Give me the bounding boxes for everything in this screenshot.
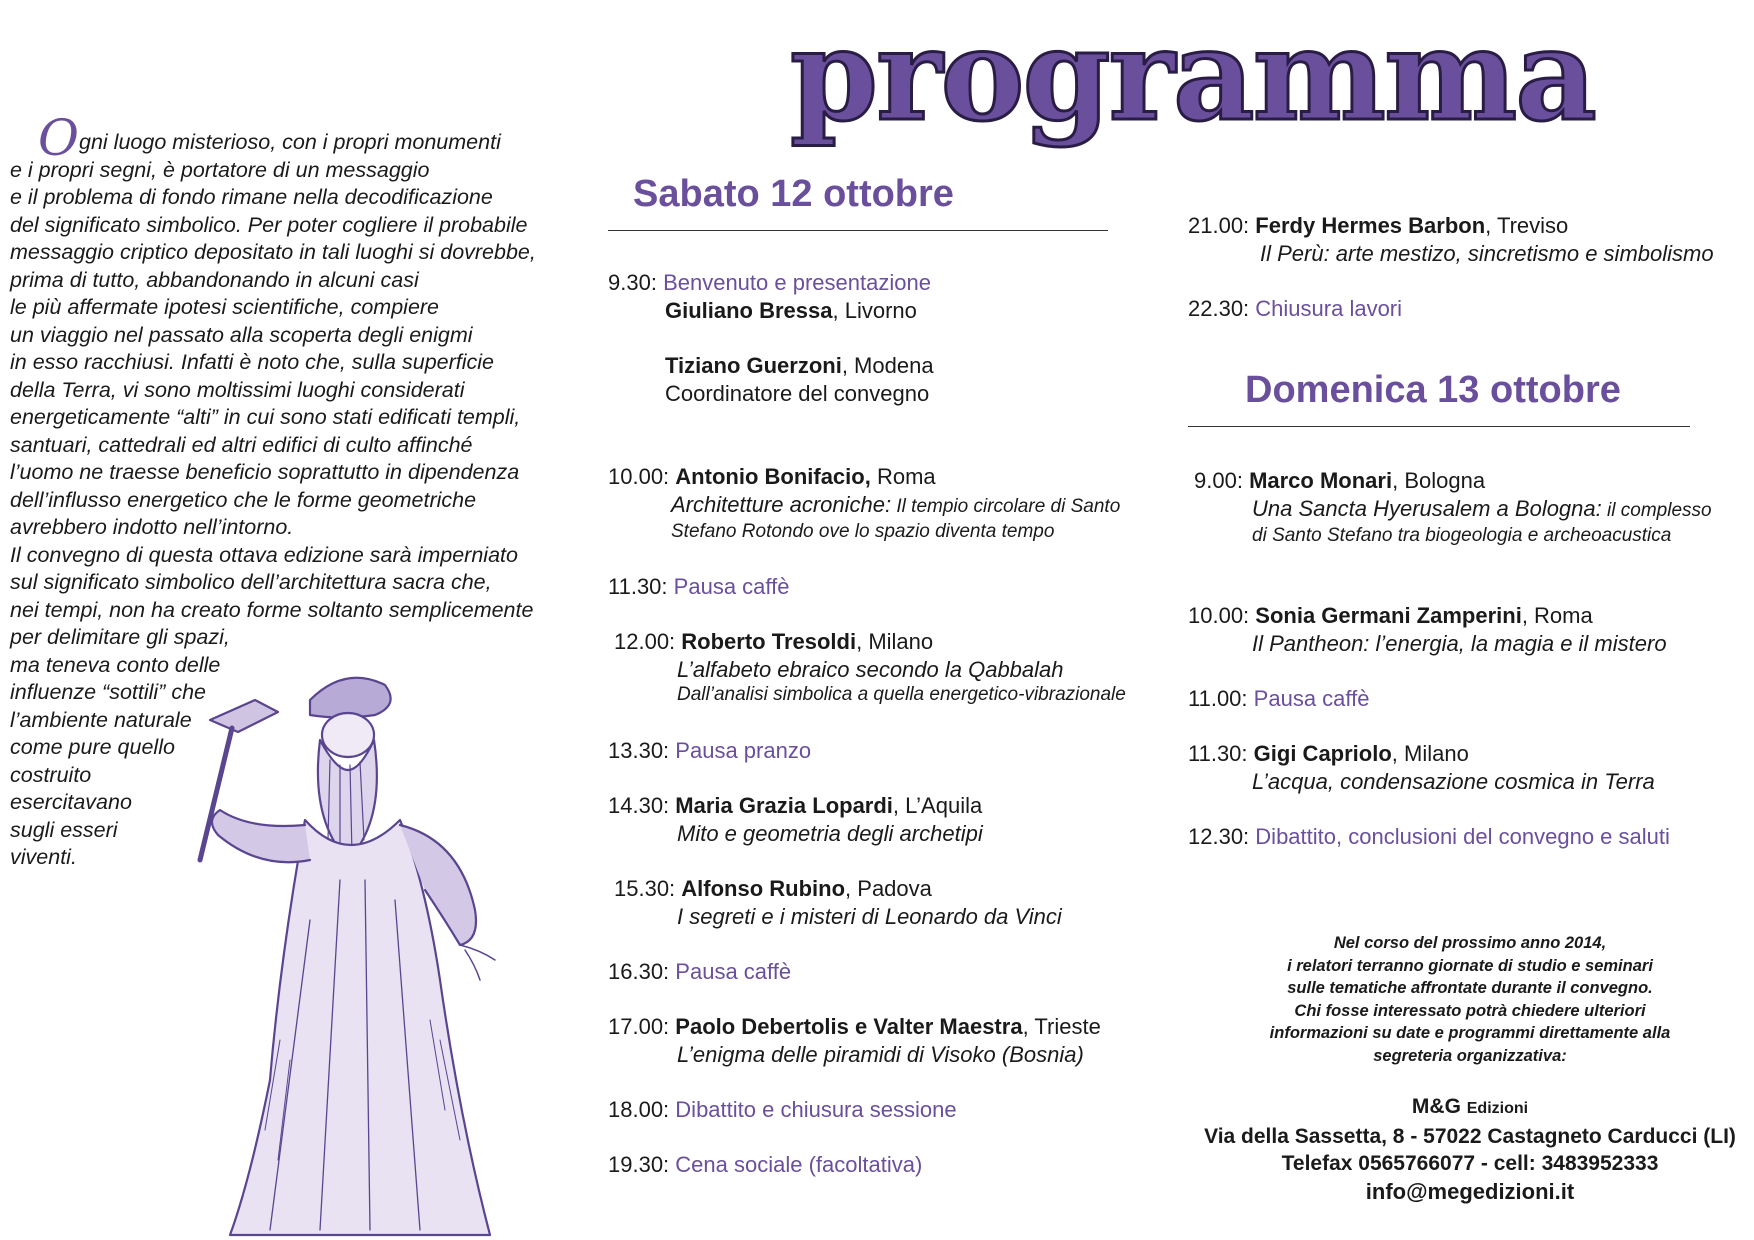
note-line: Chi fosse interessato potrà chiedere ulteriori [1294,1001,1646,1020]
talk-subtitle: Stefano Rotondo ove lo spazio diventa tempo [671,521,1055,542]
talk-title: Mito e geometria degli archetipi [677,821,983,846]
intro-line: viventi. [10,845,77,869]
intro-line: prima di tutto, abbandonando in alcuni casi [10,267,419,292]
note-line: sulle tematiche affrontate durante il convegno. [1287,979,1653,998]
talk-title: L’enigma delle piramidi di Visoko (Bosnia) [677,1042,1084,1067]
intro-line: influenze “sottili” che [10,680,206,704]
intro-line: nei tempi, non ha creato forme soltanto semplicemente [10,597,534,622]
talk-title: Architetture acroniche: Il tempio circolare di Santo [671,492,1121,517]
phone: Telefax 0565766077 - cell: 3483952333 [1281,1152,1659,1175]
schedule-item: 10.00: Sonia Germani Zamperini, Roma [1188,603,1593,628]
schedule-item: 22.30: Chiusura lavori [1188,296,1403,321]
intro-line: in esso racchiusi. Infatti è noto che, sulla superficie [10,350,495,374]
intro-line: e i propri segni, è portatore di un messaggio [10,157,430,182]
intro-line: sul significato simbolico dell’architettura sacra che, [10,570,492,594]
schedule-item: 12.30: Dibattito, conclusioni del convegno e saluti [1188,824,1670,849]
talk-title: I segreti e i misteri di Leonardo da Vinci [677,904,1062,929]
schedule-item: 11.00: Pausa caffè [1188,686,1370,711]
intro-line: come pure quello [10,735,175,759]
schedule-item: 21.00: Ferdy Hermes Barbon, Treviso [1188,213,1569,238]
publisher-name: M&G Edizioni [1411,1095,1529,1118]
day-heading-sunday: Domenica 13 ottobre [1245,369,1621,411]
schedule-item: 11.30: Gigi Capriolo, Milano [1188,741,1469,766]
contact-block [1180,1093,1754,1205]
intro-line: ma teneva conto delle [10,652,221,677]
talk-subtitle: Dall’analisi simbolica a quella energetico-vibrazionale [677,684,1126,705]
intro-line: l’ambiente naturale [10,707,192,732]
intro-line: energeticamente “alti” in cui sono stati edificati templi, [10,405,521,429]
talk-title: L’alfabeto ebraico secondo la Qabbalah [677,657,1064,682]
talk-title: Una Sancta Hyerusalem a Bologna: il complesso [1252,496,1712,521]
intro-line: e il problema di fondo rimane nella decodificazione [10,185,493,209]
schedule-item: 18.00: Dibattito e chiusura sessione [608,1097,957,1122]
leonardo-figure-icon [160,660,580,1240]
intro-line: Ogni luogo misterioso, con i propri monumenti [38,109,501,167]
info-note [1180,932,1754,1068]
speaker-line: Giuliano Bressa, Livorno [665,298,917,323]
note-line: i relatori terranno giornate di studio e seminari [1287,956,1653,975]
divider [1188,426,1690,427]
note-line: segreteria organizzativa: [1373,1046,1567,1065]
schedule-item: 11.30: Pausa caffè [608,574,790,599]
speaker-role: Coordinatore del convegno [665,381,930,406]
email-link[interactable]: info@megedizioni.it [1365,1178,1575,1204]
schedule-item: 15.30: Alfonso Rubino, Padova [614,876,932,901]
talk-title: Il Pantheon: l’energia, la magia e il mistero [1252,631,1667,656]
intro-line: per delimitare gli spazi, [10,625,230,649]
schedule-item: 12.00: Roberto Tresoldi, Milano [614,629,934,654]
intro-line: le più affermate ipotesi scientifiche, compiere [10,295,440,319]
intro-line: Il convegno di questa ottava edizione sarà imperniato [10,542,518,567]
intro-line: costruito [10,762,92,787]
intro-line: avrebbero indotto nell’intorno. [10,515,294,539]
intro-line: un viaggio nel passato alla scoperta degli enigmi [10,322,473,347]
intro-line: santuari, cattedrali ed altri edifici di culto affinché [10,432,473,457]
divider [608,230,1108,231]
schedule-item: 16.30: Pausa caffè [608,959,792,984]
schedule-item: 9.00: Marco Monari, Bologna [1194,468,1486,493]
schedule-item: 9.30: Benvenuto e presentazione [608,270,931,295]
schedule-item: 13.30: Pausa pranzo [608,738,812,763]
schedule-item: 17.00: Paolo Debertolis e Valter Maestra, Trieste [608,1014,1101,1039]
day-heading-saturday: Sabato 12 ottobre [633,173,954,215]
intro-line: l’uomo ne traesse beneficio soprattutto in dipendenza [10,460,520,484]
schedule-item: 19.30: Cena sociale (facoltativa) [608,1152,923,1177]
page-title: programma [790,1,1595,149]
intro-line: messaggio criptico depositato in tali luoghi si dovrebbe, [10,240,536,264]
intro-line: esercitavano [10,790,132,814]
schedule-item: 10.00: Antonio Bonifacio, Roma [608,464,936,489]
intro-line: dell’influsso energetico che le forme geometriche [10,487,477,512]
address: Via della Sassetta, 8 - 57022 Castagneto Carducci (LI) [1204,1124,1736,1148]
intro-line: sugli esseri [10,817,118,842]
intro-line: del significato simbolico. Per poter cogliere il probabile [10,212,528,237]
note-line: Nel corso del prossimo anno 2014, [1333,934,1607,952]
talk-title: Il Perù: arte mestizo, sincretismo e simbolismo [1260,241,1714,266]
speaker-line: Tiziano Guerzoni, Modena [665,353,934,378]
schedule-item: 14.30: Maria Grazia Lopardi, L’Aquila [608,793,983,818]
talk-title: L’acqua, condensazione cosmica in Terra [1252,769,1655,794]
intro-line: della Terra, vi sono moltissimi luoghi considerati [10,377,465,402]
drop-cap: O [38,109,79,167]
note-line: informazioni su date e programmi direttamente alla [1269,1024,1671,1043]
talk-subtitle: di Santo Stefano tra biogeologia e archeoacustica [1252,525,1672,546]
